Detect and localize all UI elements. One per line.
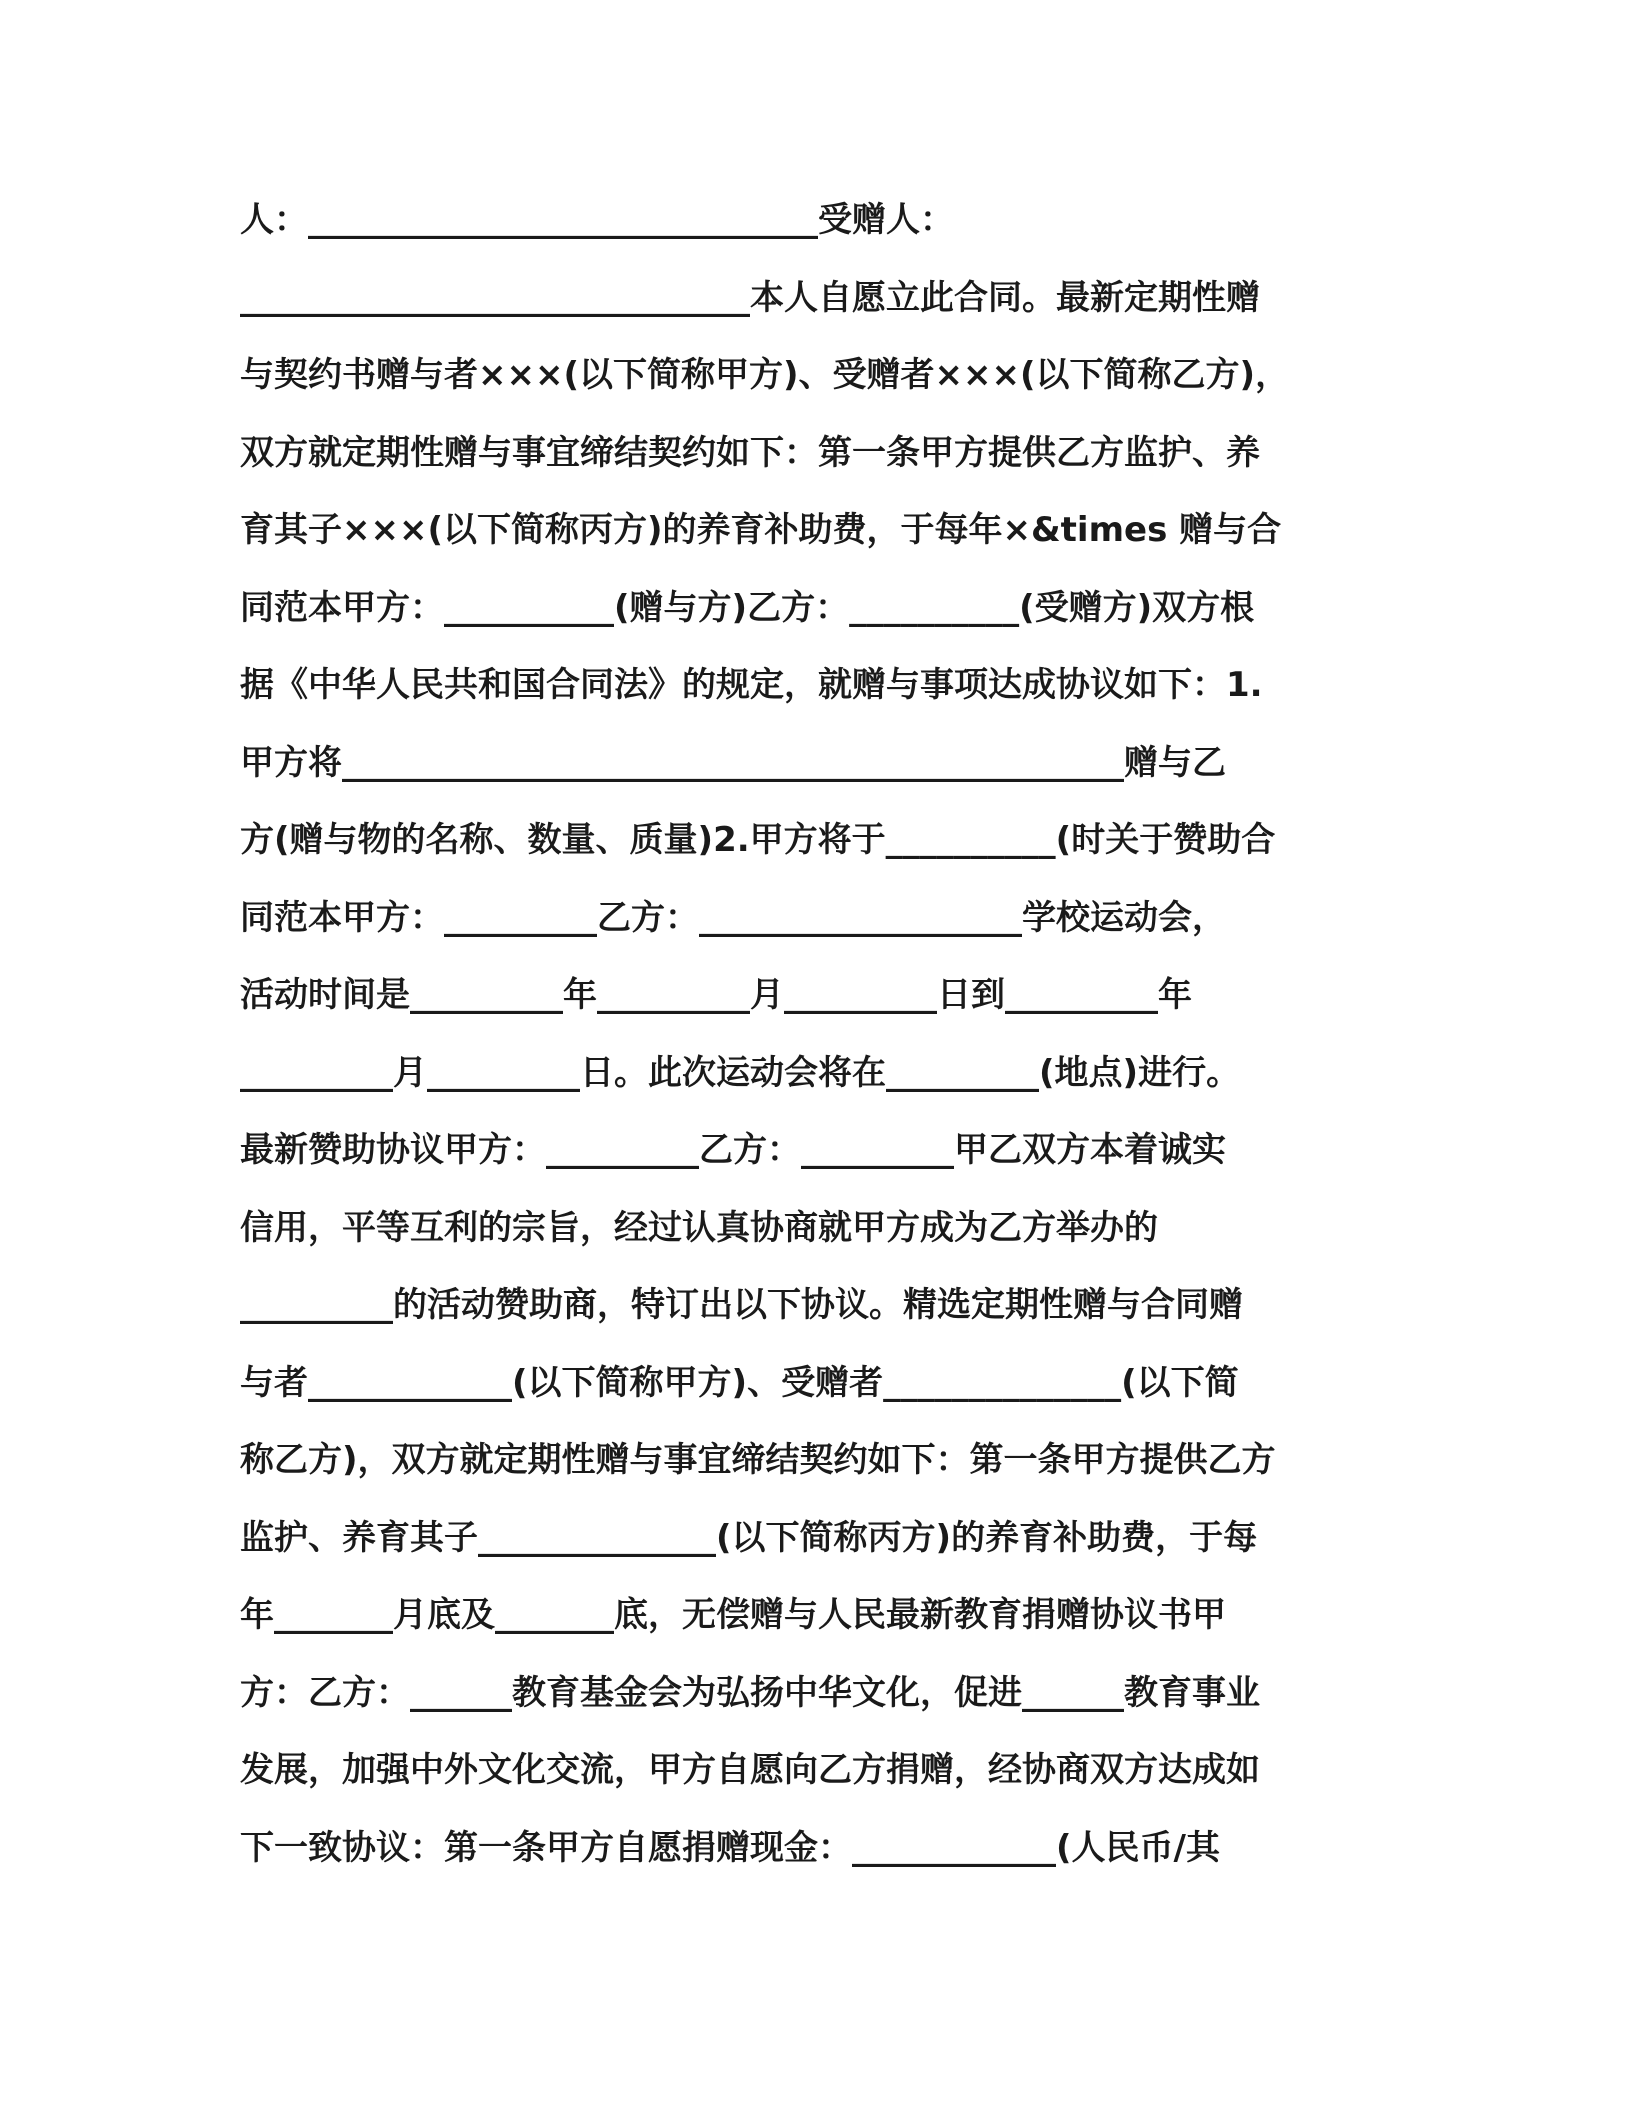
text-line: 育其子×××(以下简称丙方)的养育补助费，于每年×&times 赠与合 (240, 510, 1282, 550)
text-line: 方：乙方：______教育基金会为弘扬中华文化，促进______教育事业 (240, 1672, 1260, 1713)
text-line: 据《中华人民共和国合同法》的规定，就赠与事项达成协议如下：1. (240, 665, 1263, 705)
text-line: 甲方将______________________________________________赠与乙 (240, 742, 1226, 783)
text-line: 下一致协议：第一条甲方自愿捐赠现金：____________(人民币/其 (240, 1827, 1220, 1868)
text-line: _________的活动赞助商，特订出以下协议。精选定期性赠与合同赠 (240, 1285, 1243, 1325)
document-body (240, 190, 1410, 1895)
text-line: 活动时间是_________年_________月_________日到_________年 (240, 975, 1192, 1015)
text-line: 称乙方)，双方就定期性赠与事宜缔结契约如下：第一条甲方提供乙方 (240, 1440, 1276, 1480)
text-line: 同范本甲方：_________乙方：___________________学校运动会， (240, 897, 1226, 938)
text-line: 信用，平等互利的宗旨，经过认真协商就甲方成为乙方举办的 (240, 1207, 1158, 1248)
text-line: 双方就定期性赠与事宜缔结契约如下：第一条甲方提供乙方监护、养 (240, 432, 1260, 473)
text-line: 与契约书赠与者×××(以下简称甲方)、受赠者×××(以下简称乙方)， (240, 355, 1290, 395)
text-line: ______________________________本人自愿立此合同。最新定期性赠 (240, 277, 1260, 318)
text-line: 年_______月底及_______底，无偿赠与人民最新教育捐赠协议书甲 (240, 1595, 1226, 1635)
text-line: 方(赠与物的名称、数量、质量)2.甲方将于__________(时关于赞助合 (240, 820, 1276, 860)
text-line: 监护、养育其子______________(以下简称丙方)的养育补助费，于每 (240, 1517, 1258, 1558)
text-line: 同范本甲方：__________(赠与方)乙方：__________(受赠方)双方根 (240, 587, 1255, 628)
text-line: 与者____________(以下简称甲方)、受赠者______________(以下简 (240, 1362, 1239, 1403)
text-line: 人：______________________________受赠人： (240, 200, 954, 240)
text-line: _________月_________日。此次运动会将在_________(地点)进行。 (240, 1052, 1241, 1093)
text-line: 发展，加强中外文化交流，甲方自愿向乙方捐赠，经协商双方达成如 (240, 1750, 1260, 1790)
text-line: 最新赞助协议甲方：_________乙方：_________甲乙双方本着诚实 (240, 1130, 1226, 1170)
